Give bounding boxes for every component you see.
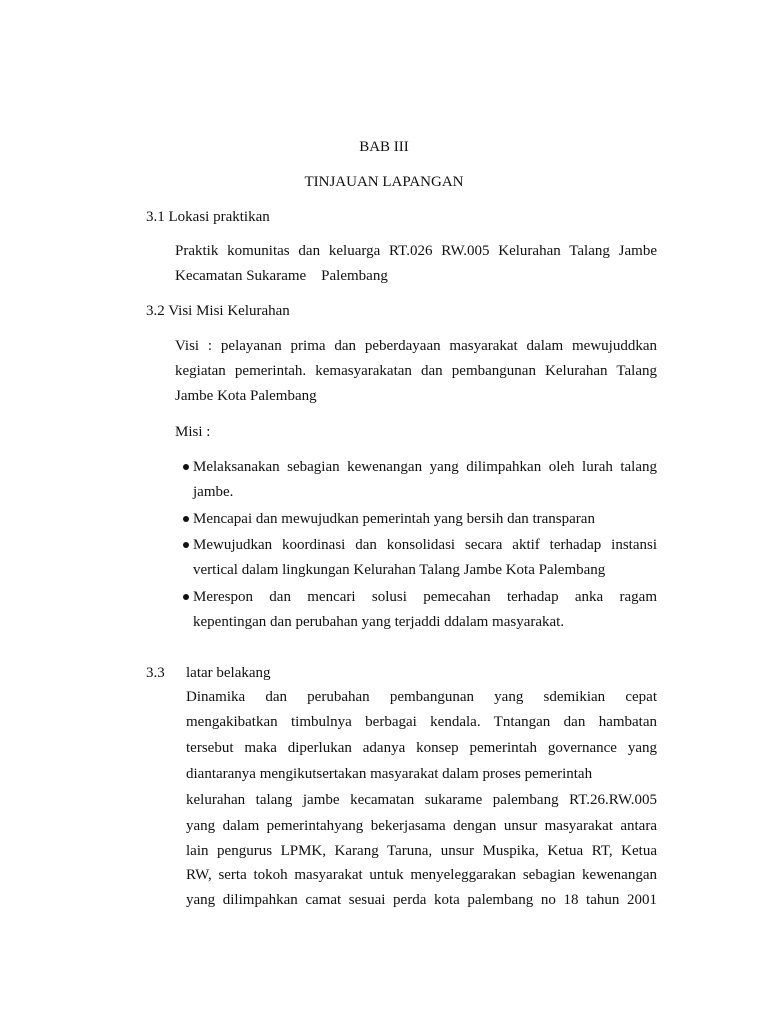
- misi-item-4-line-1: Merespon dan mencari solusi pemecahan terhadap anka ragam: [193, 589, 657, 605]
- latar-line-2: mengakibatkan timbulnya berbagai kendala. Tntangan dan hambatan: [186, 714, 657, 730]
- bullet-icon: [183, 464, 189, 470]
- bullet-icon: [183, 594, 189, 600]
- misi-item-2-line-1: Mencapai dan mewujudkan pemerintah yang bersih dan transparan: [193, 511, 595, 527]
- section-3-3-number: 3.3: [146, 665, 165, 681]
- visi-line-1: Visi : pelayanan prima dan peberdayaan masyarakat dalam mewujuddkan: [175, 338, 657, 354]
- chapter-title: TINJAUAN LAPANGAN: [304, 174, 464, 190]
- latar-line-4: diantaranya mengikutsertakan masyarakat dalam proses pemerintah: [186, 766, 593, 782]
- visi-line-3: Jambe Kota Palembang: [175, 388, 317, 404]
- latar-line-9: yang dilimpahkan camat sesuai perda kota palembang no 18 tahun 2001: [186, 892, 657, 908]
- latar-line-3: tersebut maka diperlukan adanya konsep pemerintah governance yang: [186, 740, 657, 756]
- misi-item-1-line-1: Melaksanakan sebagian kewenangan yang dilimpahkan oleh lurah talang: [193, 459, 657, 475]
- visi-line-2: kegiatan pemerintah. kemasyarakatan dan pembangunan Kelurahan Talang: [175, 363, 657, 379]
- latar-line-1: Dinamika dan perubahan pembangunan yang sdemikian cepat: [186, 689, 657, 705]
- section-3-1-heading: 3.1 Lokasi praktikan: [146, 209, 270, 225]
- misi-item-3-line-2: vertical dalam lingkungan Kelurahan Talang Jambe Kota Palembang: [193, 562, 606, 578]
- section-3-1-line-1: Praktik komunitas dan keluarga RT.026 RW.005 Kelurahan Talang Jambe: [175, 243, 657, 259]
- section-3-1-line-2: Kecamatan Sukarame Palembang: [175, 268, 388, 284]
- misi-item-3-line-1: Mewujudkan koordinasi dan konsolidasi secara aktif terhadap instansi: [193, 537, 657, 553]
- misi-item-4-line-2: kepentingan dan perubahan yang terjaddi ddalam masyarakat.: [193, 614, 565, 630]
- chapter-heading: BAB III: [359, 139, 409, 155]
- bullet-icon: [183, 542, 189, 548]
- latar-line-7: lain pengurus LPMK, Karang Taruna, unsur Muspika, Ketua RT, Ketua: [186, 843, 657, 859]
- latar-line-8: RW, serta tokoh masyarakat untuk menyeleggarakan sebagian kewenangan: [186, 867, 657, 883]
- section-3-3-heading: latar belakang: [186, 665, 271, 681]
- misi-label: Misi :: [175, 424, 211, 440]
- latar-line-5: kelurahan talang jambe kecamatan sukarame palembang RT.26.RW.005: [186, 792, 657, 808]
- section-3-2-heading: 3.2 Visi Misi Kelurahan: [146, 303, 290, 319]
- bullet-icon: [183, 516, 189, 522]
- misi-item-1-line-2: jambe.: [193, 484, 234, 500]
- latar-line-6: yang dalam pemerintahyang bekerjasama dengan unsur masyarakat antara: [186, 818, 657, 834]
